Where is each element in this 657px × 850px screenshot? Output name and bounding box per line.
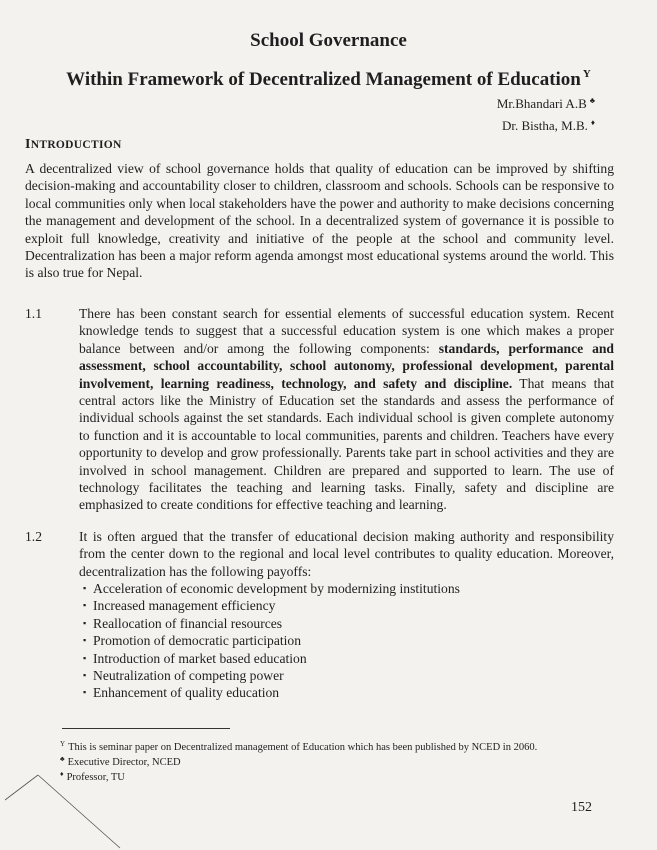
list-item: ▪ Neutralization of competing power bbox=[83, 667, 460, 684]
footnote-text: This is seminar paper on Decentralized management of Education which has been published by NCED in 2060. bbox=[68, 742, 538, 753]
author-2 bbox=[502, 118, 595, 134]
footnote-mark: ♦ bbox=[60, 770, 64, 778]
heading-rest: NTRODUCTION bbox=[30, 139, 122, 151]
item-text-after: That means that central actors like the Ministry of Education set the standards and assess the performance of individual schools against the set standards. Each individual school is given complete autonomy to function and it is accountable to local communities, parents and children. Teachers have every opportunity to develop and grow professionally. Parents take part in school activities and they are involved in school management. Children are prepared and supported to learn. The use of technology facilitates the teaching and learning tasks. Finally, safety and discipline are emphasized to create conditions for effective teaching and learning. bbox=[79, 375, 614, 513]
footnote-2 bbox=[60, 753, 181, 769]
item-body bbox=[79, 305, 614, 514]
intro-paragraph: A decentralized view of school governance holds that quality of education can be improved by shifting decision-making and accountability closer to children, classroom and schools. Schools can be responsive to local communities only when local stakeholders have the power and authority to make decisions concerning the management and development of the school. In a decentralized system of governance it is possible to exploit full knowledge, creativity and initiative of the people at the school and community level. Decentralization has been a major reform agenda amongst most educational systems around the world. This is also true for Nepal. bbox=[25, 161, 614, 281]
list-item: ▪ Introduction of market based education bbox=[83, 650, 460, 667]
section-heading bbox=[25, 137, 122, 153]
document-title: School Governance bbox=[250, 30, 407, 51]
footnote-divider bbox=[62, 728, 230, 729]
list-item: ▪ Acceleration of economic development by modernizing institutions bbox=[83, 580, 460, 597]
item-text-before: There has been constant search for essential elements of successful education system. Recent knowledge tends to suggest that a successful education system is one which makes a proper balance between and/or among the following components: bbox=[79, 306, 614, 356]
list-item: ▪ Reallocation of financial resources bbox=[83, 615, 460, 632]
footnote-mark: ♣ bbox=[60, 755, 65, 763]
page-number: 152 bbox=[571, 800, 592, 815]
subtitle-text: Within Framework of Decentralized Management of Education bbox=[66, 69, 581, 90]
author-mark: ♣ bbox=[589, 96, 595, 105]
item-bold-components: standards, performance and assessment, school accountability, school autonomy, professional development, parental involvement, learning readiness, technology, and safety and discipline. bbox=[79, 340, 614, 391]
subtitle-footnote-mark: Υ bbox=[582, 68, 591, 80]
scan-artifact-line bbox=[0, 770, 140, 850]
list-item: ▪ Promotion of democratic participation bbox=[83, 632, 460, 649]
item-number: 1.1 bbox=[25, 306, 42, 321]
item-number: 1.2 bbox=[25, 529, 42, 544]
author-mark: ♦ bbox=[590, 118, 595, 127]
footnote-mark: Υ bbox=[60, 740, 66, 748]
payoffs-list bbox=[83, 580, 460, 702]
numbered-item-1-1 bbox=[25, 305, 614, 514]
footnote-1 bbox=[60, 738, 537, 754]
author-name: Mr.Bhandari A.B bbox=[496, 96, 587, 111]
list-item: ▪ Enhancement of quality education bbox=[83, 684, 460, 701]
heading-initial: I bbox=[25, 137, 31, 152]
footnote-text: Professor, TU bbox=[66, 772, 125, 783]
numbered-item-1-2 bbox=[25, 528, 614, 580]
document-subtitle bbox=[0, 68, 657, 91]
author-1 bbox=[497, 96, 595, 112]
author-name: Dr. Bistha, M.B. bbox=[501, 118, 588, 133]
footnote-text: Executive Director, NCED bbox=[67, 757, 181, 768]
list-item: ▪ Increased management efficiency bbox=[83, 597, 460, 614]
item-body: It is often argued that the transfer of educational decision making authority and responsibility from the center down to the regional and local level contributes to quality education. Moreover, decentralization has the following payoffs: bbox=[79, 529, 614, 579]
